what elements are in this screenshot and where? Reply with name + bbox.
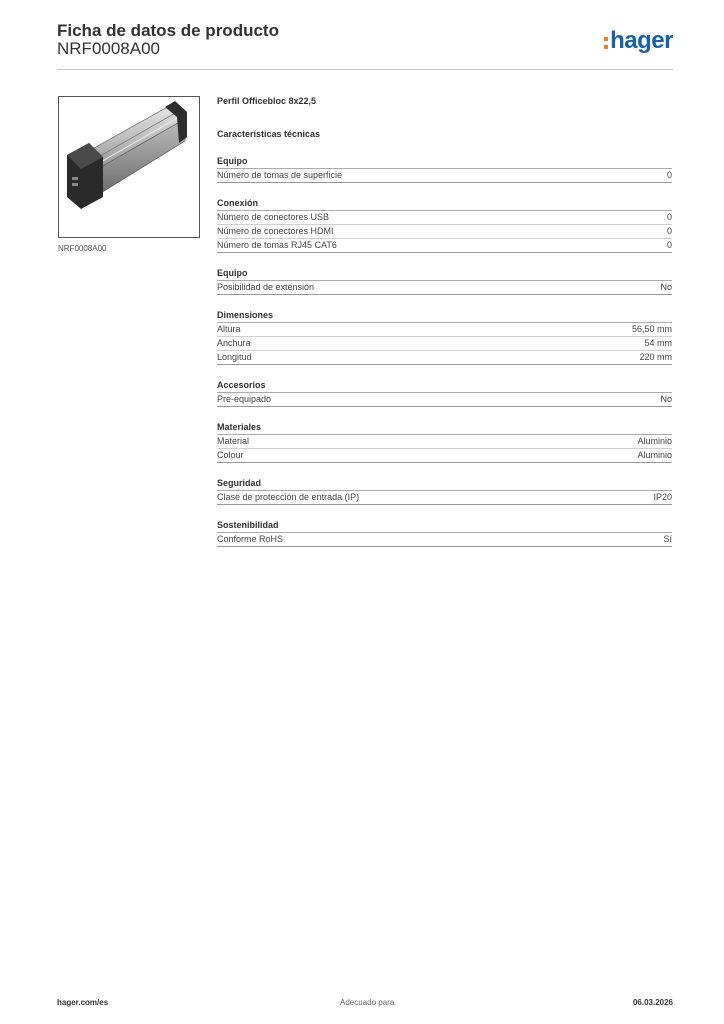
spec-row (217, 351, 672, 365)
spec-row (217, 491, 672, 505)
spec-value: 220 mm (639, 352, 672, 362)
product-image (58, 96, 200, 238)
spec-label: Colour (217, 450, 244, 460)
spec-groups (217, 155, 672, 547)
hager-logo (604, 27, 673, 55)
spec-group-title: Conexión (217, 197, 672, 211)
spec-row (217, 337, 672, 351)
spec-label: Número de tomas RJ45 CAT6 (217, 240, 337, 250)
spec-group-title: Seguridad (217, 477, 672, 491)
tech-characteristics-heading: Características técnicas (217, 129, 321, 139)
spec-value: No (660, 394, 672, 404)
spec-value: Sí (663, 534, 672, 544)
spec-label: Pre-equipado (217, 394, 272, 404)
spec-row (217, 211, 672, 225)
spec-label: Conforme RoHS (217, 534, 284, 544)
spec-group (217, 379, 672, 407)
spec-group-title: Equipo (217, 155, 672, 169)
logo-dots-icon (604, 37, 608, 49)
product-name: Perfil Officebloc 8x22,5 (217, 96, 317, 106)
spec-value: Aluminio (637, 450, 672, 460)
spec-label: Posibilidad de extensión (217, 282, 315, 292)
spec-label: Clase de protección de entrada (IP) (217, 492, 360, 502)
spec-group (217, 309, 672, 365)
spec-row (217, 435, 672, 449)
spec-group-title: Dimensiones (217, 309, 672, 323)
spec-value: Aluminio (637, 436, 672, 446)
spec-row (217, 323, 672, 337)
spec-row (217, 169, 672, 183)
spec-value: 0 (666, 226, 672, 236)
spec-row (217, 449, 672, 463)
document-title: Ficha de datos de producto (57, 21, 279, 40)
footer-date: 06.03.2026 (632, 998, 673, 1007)
spec-row (217, 393, 672, 407)
spec-row (217, 281, 672, 295)
product-code: NRF0008A00 (57, 39, 161, 58)
spec-label: Longitud (217, 352, 252, 362)
logo-text: hager (610, 27, 673, 54)
spec-label: Número de conectores HDMI (217, 226, 334, 236)
spec-group-title: Sostenibilidad (217, 519, 672, 533)
spec-group (217, 197, 672, 253)
spec-value: 0 (666, 212, 672, 222)
footer-suitable-for: Adecuado para (340, 998, 395, 1007)
spec-value: 54 mm (644, 338, 672, 348)
spec-value: IP20 (653, 492, 672, 502)
image-caption: NRF0008A00 (58, 244, 107, 253)
spec-label: Anchura (217, 338, 251, 348)
spec-group (217, 267, 672, 295)
spec-row (217, 533, 672, 547)
spec-label: Número de conectores USB (217, 212, 330, 222)
spec-label: Número de tomas de superficie (217, 170, 343, 180)
spec-group (217, 155, 672, 183)
spec-group (217, 519, 672, 547)
spec-value: 56,50 mm (631, 324, 672, 334)
spec-value: 0 (666, 240, 672, 250)
spec-row (217, 225, 672, 239)
spec-group-title: Accesorios (217, 379, 672, 393)
spec-group (217, 421, 672, 463)
spec-value: No (660, 282, 672, 292)
page-header (57, 21, 673, 70)
spec-row (217, 239, 672, 253)
spec-label: Altura (217, 324, 241, 334)
spec-group-title: Materiales (217, 421, 672, 435)
footer-website: hager.com/es (57, 998, 109, 1007)
spec-group (217, 477, 672, 505)
spec-value: 0 (666, 170, 672, 180)
aluminium-profile-icon (59, 97, 199, 237)
spec-label: Material (217, 436, 250, 446)
specifications (217, 96, 672, 547)
spec-group-title: Equipo (217, 267, 672, 281)
